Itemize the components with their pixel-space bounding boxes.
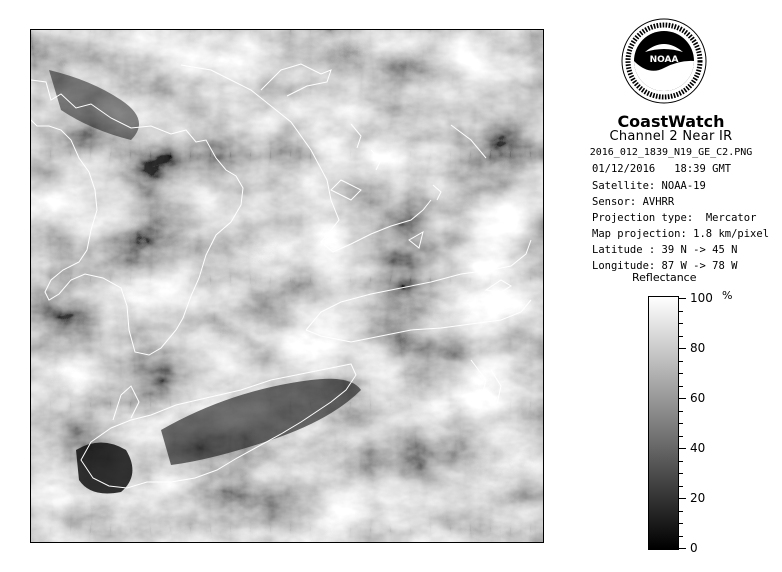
noaa-logo: [621, 18, 707, 104]
colorbar-minor-tick: [679, 423, 683, 424]
info-panel: [560, 0, 782, 572]
satellite-image-panel[interactable]: [30, 29, 544, 543]
colorbar: [648, 296, 679, 550]
colorbar-major-tick: [679, 548, 686, 549]
logo-center-text: NOAA: [649, 55, 679, 65]
colorbar-minor-tick: [679, 461, 683, 462]
colorbar-tick-label: 60: [690, 391, 706, 405]
colorbar-major-tick: [679, 448, 686, 449]
file-name: 2016_012_1839_N19_GE_C2.PNG: [589, 147, 753, 158]
colorbar-minor-tick: [679, 536, 683, 537]
colorbar-tick-label: 40: [690, 441, 706, 455]
date-time: [592, 163, 731, 175]
colorbar-minor-tick: [679, 511, 683, 512]
colorbar-minor-tick: [679, 311, 683, 312]
colorbar-minor-tick: [679, 486, 683, 487]
info-projection-type: Projection type: Mercator: [592, 212, 757, 224]
time-text: 18:39 GMT: [674, 163, 732, 175]
colorbar-tick-label: 0: [690, 541, 698, 555]
info-sensor: Sensor: AVHRR: [592, 196, 675, 208]
colorbar-tick-label: 100: [690, 291, 713, 305]
colorbar-minor-tick: [679, 361, 683, 362]
colorbar-minor-tick: [679, 386, 683, 387]
colorbar-minor-tick: [679, 411, 683, 412]
product-title: CoastWatch: [617, 112, 725, 131]
legend-title: Reflectance: [632, 271, 697, 284]
colorbar-minor-tick: [679, 436, 683, 437]
colorbar-tick-label: 80: [690, 341, 706, 355]
satellite-image: [31, 30, 543, 542]
colorbar-major-tick: [679, 348, 686, 349]
colorbar-major-tick: [679, 398, 686, 399]
colorbar-minor-tick: [679, 473, 683, 474]
info-satellite: Satellite: NOAA-19: [592, 180, 706, 192]
colorbar-major-tick: [679, 298, 686, 299]
info-map-projection: Map projection: 1.8 km/pixel: [592, 228, 770, 240]
colorbar-minor-tick: [679, 523, 683, 524]
colorbar-major-tick: [679, 498, 686, 499]
info-longitude: Longitude: 87 W -> 78 W: [592, 260, 738, 272]
colorbar-minor-tick: [679, 373, 683, 374]
channel-subtitle: Channel 2 Near IR: [609, 129, 733, 144]
legend-unit: %: [722, 289, 733, 302]
date-text: 01/12/2016: [592, 163, 656, 175]
colorbar-minor-tick: [679, 323, 683, 324]
info-latitude: Latitude : 39 N -> 45 N: [592, 244, 738, 256]
colorbar-minor-tick: [679, 336, 683, 337]
colorbar-tick-label: 20: [690, 491, 706, 505]
